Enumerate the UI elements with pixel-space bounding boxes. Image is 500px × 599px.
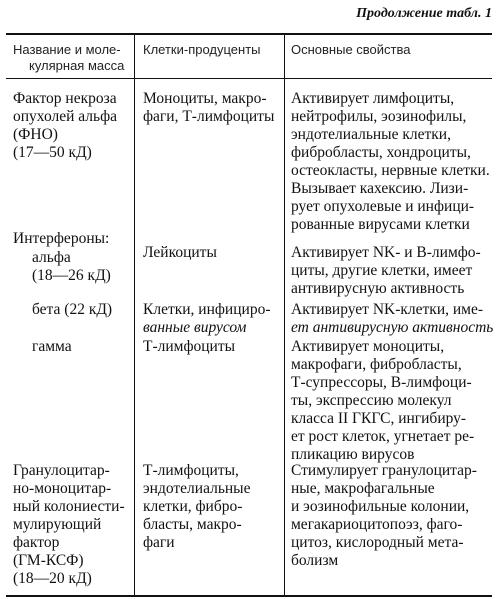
cell-line: рованные вирусами клетки: [291, 216, 470, 233]
cell-line: ет рост клеток, угнетает ре-: [291, 428, 475, 445]
cell-line: Гранулоцитар-: [13, 462, 110, 479]
cell-line: класса II ГКГС, ингибиру-: [291, 410, 467, 427]
row-gm-csf-name: [13, 462, 125, 588]
cell-line: рует опухолевые и инфици-: [291, 198, 475, 215]
table-bottom-rule: [6, 595, 492, 597]
row-ifn-alpha-producers: [143, 244, 217, 262]
row-gm-csf-properties: [291, 462, 477, 570]
cell-line: нейтрофилы, эозинофилы,: [291, 108, 467, 125]
row-ifn-gamma-producers: [143, 338, 235, 356]
row-tnf-producers: [143, 90, 274, 126]
row-ifn-beta-producers: [143, 301, 270, 337]
row-ifn-alpha-properties: [291, 244, 481, 298]
cell-line: фаги, Т-лимфоциты: [143, 108, 275, 125]
cell-line: (17—50 кД): [13, 144, 92, 161]
cell-line: мегакариоцитопоэз, фаго-: [291, 516, 463, 533]
cell-line: Активирует NK-клетки, име-: [291, 301, 484, 318]
cell-line: макрофаги, фибробласты,: [291, 356, 462, 373]
cell-line: Т-лимфоциты: [143, 338, 236, 355]
cell-line: клетки, фибро-: [143, 498, 243, 515]
cell-line: Лейкоциты: [143, 244, 217, 261]
cell-line: (18—20 кД): [13, 570, 92, 587]
header-line: кулярная масса: [29, 58, 125, 73]
cell-line: Клетки, инфициро-: [143, 301, 271, 318]
header-line: Основные свойства: [291, 42, 411, 57]
cell-line: Активирует NK- и В-лимфо-: [291, 244, 481, 261]
cell-line: Т-супрессоры, В-лимфоци-: [291, 374, 472, 391]
header-line: Название и моле-: [13, 42, 121, 57]
cell-line: ные, макрофагальные: [291, 480, 435, 497]
cell-line: болизм: [291, 552, 339, 569]
cell-line: эндотелиальные клетки,: [291, 126, 451, 143]
cell-line: Активирует лимфоциты,: [291, 90, 455, 107]
cell-line: Вызывает кахексию. Лизи-: [291, 180, 469, 197]
cell-line: циты, другие клетки, имеет: [291, 262, 473, 279]
table-top-rule: [6, 33, 492, 35]
cell-line: эндотелиальные: [143, 480, 251, 497]
cell-line: опухолей альфа: [13, 108, 118, 125]
header-line: Клетки-продуценты: [143, 42, 261, 57]
cell-line: фибробласты, хондроциты,: [291, 144, 471, 161]
cell-line: Интерфероны:: [13, 230, 110, 247]
row-tnf-name: [13, 90, 117, 162]
cell-line: ты, экспрессию молекул: [291, 392, 452, 409]
cell-line: ет антивирусную активность: [291, 319, 494, 336]
cell-line: Стимулирует гранулоцитар-: [291, 462, 477, 479]
cell-line: (18—26 кД): [32, 267, 111, 284]
cell-line: но-моноцитар-: [13, 480, 112, 497]
row-gm-csf-producers: [143, 462, 250, 552]
row-ifn-gamma-name: [32, 338, 72, 356]
cell-line: мулирующий: [13, 516, 102, 533]
cell-line: антивирусную активность: [291, 280, 465, 297]
table-caption: Продолжение табл. 1: [356, 6, 492, 21]
cell-line: ванные вирусом: [143, 319, 247, 336]
cell-line: Моноциты, макро-: [143, 90, 267, 107]
cell-line: Активирует моноциты,: [291, 338, 445, 355]
row-ifn-gamma-properties: [291, 338, 474, 464]
header-name-mass: [13, 42, 124, 74]
header-properties: [291, 42, 411, 58]
cell-line: фактор: [13, 534, 60, 551]
cell-line: (ФНО): [13, 126, 58, 143]
cell-line: пликацию вирусов: [291, 446, 415, 463]
cell-line: ный колониести-: [13, 498, 125, 515]
column-divider-2: [284, 34, 285, 596]
row-tnf-properties: [291, 90, 490, 234]
header-producers: [143, 42, 261, 58]
cell-line: Фактор некроза: [13, 90, 117, 107]
row-ifn-alpha-name: [32, 249, 111, 285]
table-header-rule: [6, 78, 492, 79]
cell-line: гамма: [32, 338, 72, 355]
cell-line: Т-лимфоциты,: [143, 462, 239, 479]
row-interferons-group: [13, 230, 109, 248]
column-divider-1: [134, 34, 135, 596]
cell-line: альфа: [32, 249, 71, 266]
row-ifn-beta-properties: [291, 301, 493, 337]
cell-line: бласты, макро-: [143, 516, 242, 533]
cell-line: и эозинофильные колонии,: [291, 498, 470, 515]
cell-line: остеокласты, нервные клетки.: [291, 162, 490, 179]
cell-line: фаги: [143, 534, 175, 551]
row-ifn-beta-name: [32, 301, 112, 319]
cell-line: (ГМ-КСФ): [13, 552, 84, 569]
cell-line: цитоз, кислородный мета-: [291, 534, 464, 551]
cell-line: бета (22 кД): [32, 301, 113, 318]
